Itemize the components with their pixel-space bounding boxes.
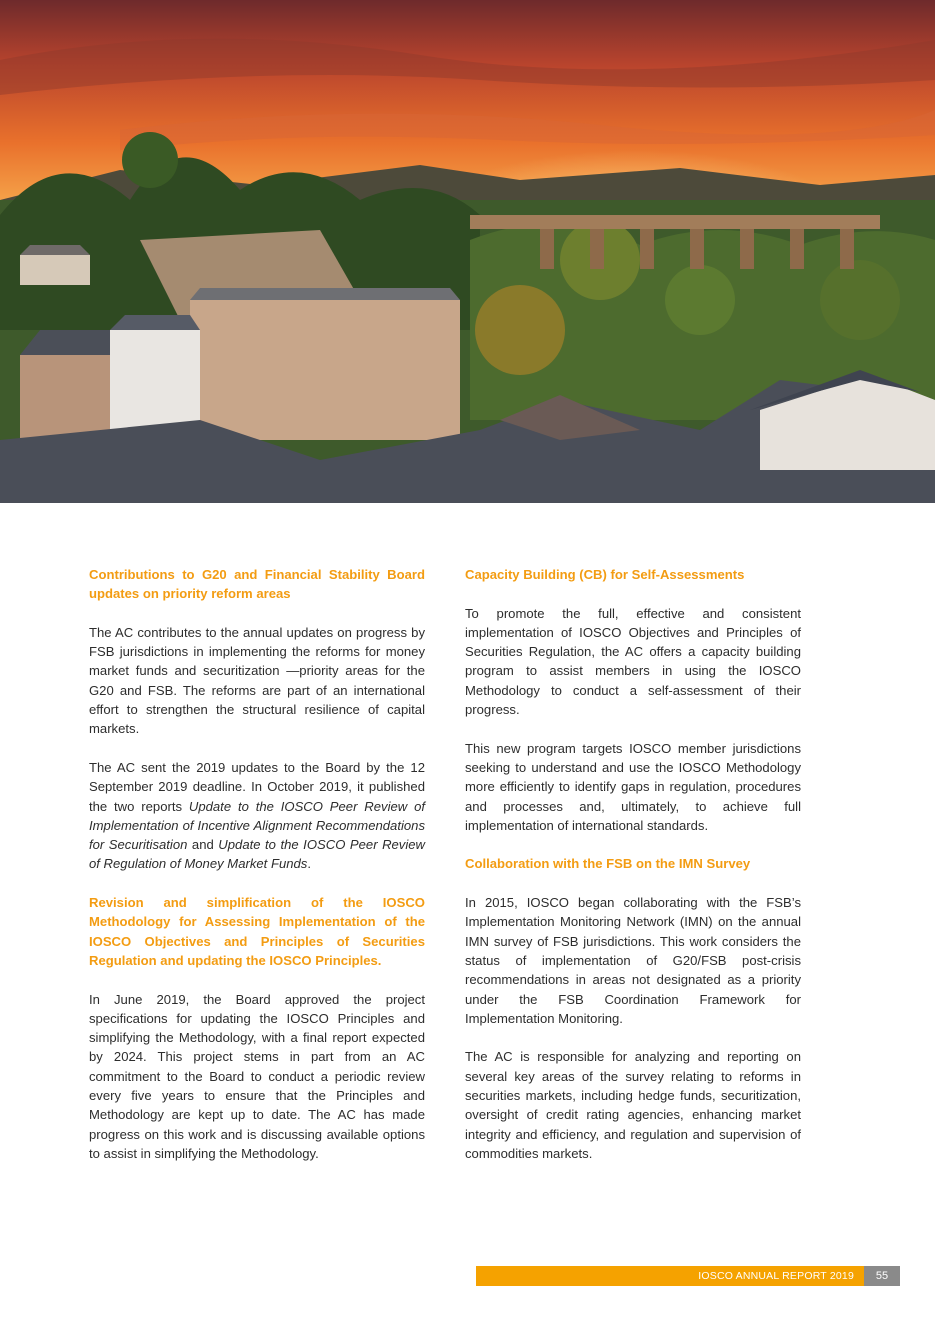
paragraph-2019-updates-end: .: [307, 856, 311, 872]
report-title-securitisation: Update to the IOSCO Peer Review of Implementation of Incentive Alignment Recommendations for Securitisation: [89, 798, 425, 853]
page-footer: [476, 1266, 900, 1286]
paragraph-capacity-building: To promote the full, effective and consistent implementation of IOSCO Objectives and Principles of Securities Regulation, the AC offers a capacity building program to assist members in using the IOSCO Methodology to conduct a self-assessment of their progress.: [465, 605, 801, 718]
left-column: [89, 565, 425, 1183]
paragraph-new-program: This new program targets IOSCO member jurisdictions seeking to understand and use the IOSCO Methodology more efficiently to identify gaps in regulation, procedures and processes and, ultimately, to achieve full implementation of international standards.: [465, 740, 801, 833]
section-heading-g20-fsb-updates: Contributions to G20 and Financial Stability Board updates on priority reform areas: [89, 567, 425, 602]
paragraph-ac-responsibilities: The AC is responsible for analyzing and reporting on several key areas of the survey relating to reforms in securities markets, including hedge funds, securitization, oversight of credit rating agencies, enhancing market integrity and efficiency, and regulation and supervision of commodities markets.: [465, 1049, 801, 1161]
paragraph-g20-contributions: The AC contributes to the annual updates on progress by FSB jurisdictions in implementing the reforms for money market funds and securitization —priority areas for the G20 and FSB. The reforms are part of an international effort to strengthen the structural resilience of capital markets.: [89, 624, 425, 737]
footer-report-title: IOSCO ANNUAL REPORT 2019: [698, 1270, 854, 1282]
page-number: 55: [864, 1266, 900, 1286]
section-heading-capacity-building: Capacity Building (CB) for Self-Assessments: [465, 567, 745, 582]
paragraph-2019-updates: [89, 758, 425, 874]
paragraph-methodology-project: In June 2019, the Board approved the project specifications for updating the IOSCO Principles and simplifying the Methodology, with a final report expected by 2024. This project stems in part from an AC commitment to the Board to conduct a periodic review every five years to ensure that the Principles and Methodology are kept up to date. The AC has made progress on this work and is discussing available options to assist in simplifying the Methodology.: [89, 991, 425, 1161]
paragraph-2019-updates-start: The AC sent the 2019 updates to the Board by the 12 September 2019 deadline. In October 2019, it published the two reports: [89, 759, 425, 814]
paragraph-imn-collaboration: In 2015, IOSCO began collaborating with the FSB’s Implementation Monitoring Network (IMN) on the annual IMN survey of FSB jurisdictions. This work considers the status of implementation of G20/FSB post-crisis recommendations in areas not designated as a priority under the FSB Coordination Framework for Implementation Monitoring.: [465, 895, 801, 1026]
report-title-money-market-funds: Update to the IOSCO Peer Review of Regulation of Money Market Funds: [89, 837, 426, 872]
section-heading-methodology-revision: Revision and simplification of the IOSCO Methodology for Assessing Implementation of the IOSCO Objectives and Principles of Securities Regulation and updating the IOSCO Principles.: [89, 895, 425, 968]
paragraph-2019-updates-mid: and: [187, 837, 219, 853]
section-heading-imn-survey: Collaboration with the FSB on the IMN Survey: [465, 856, 751, 872]
right-column: [465, 565, 801, 1183]
luxembourg-city-sunset-photo: [0, 0, 935, 503]
